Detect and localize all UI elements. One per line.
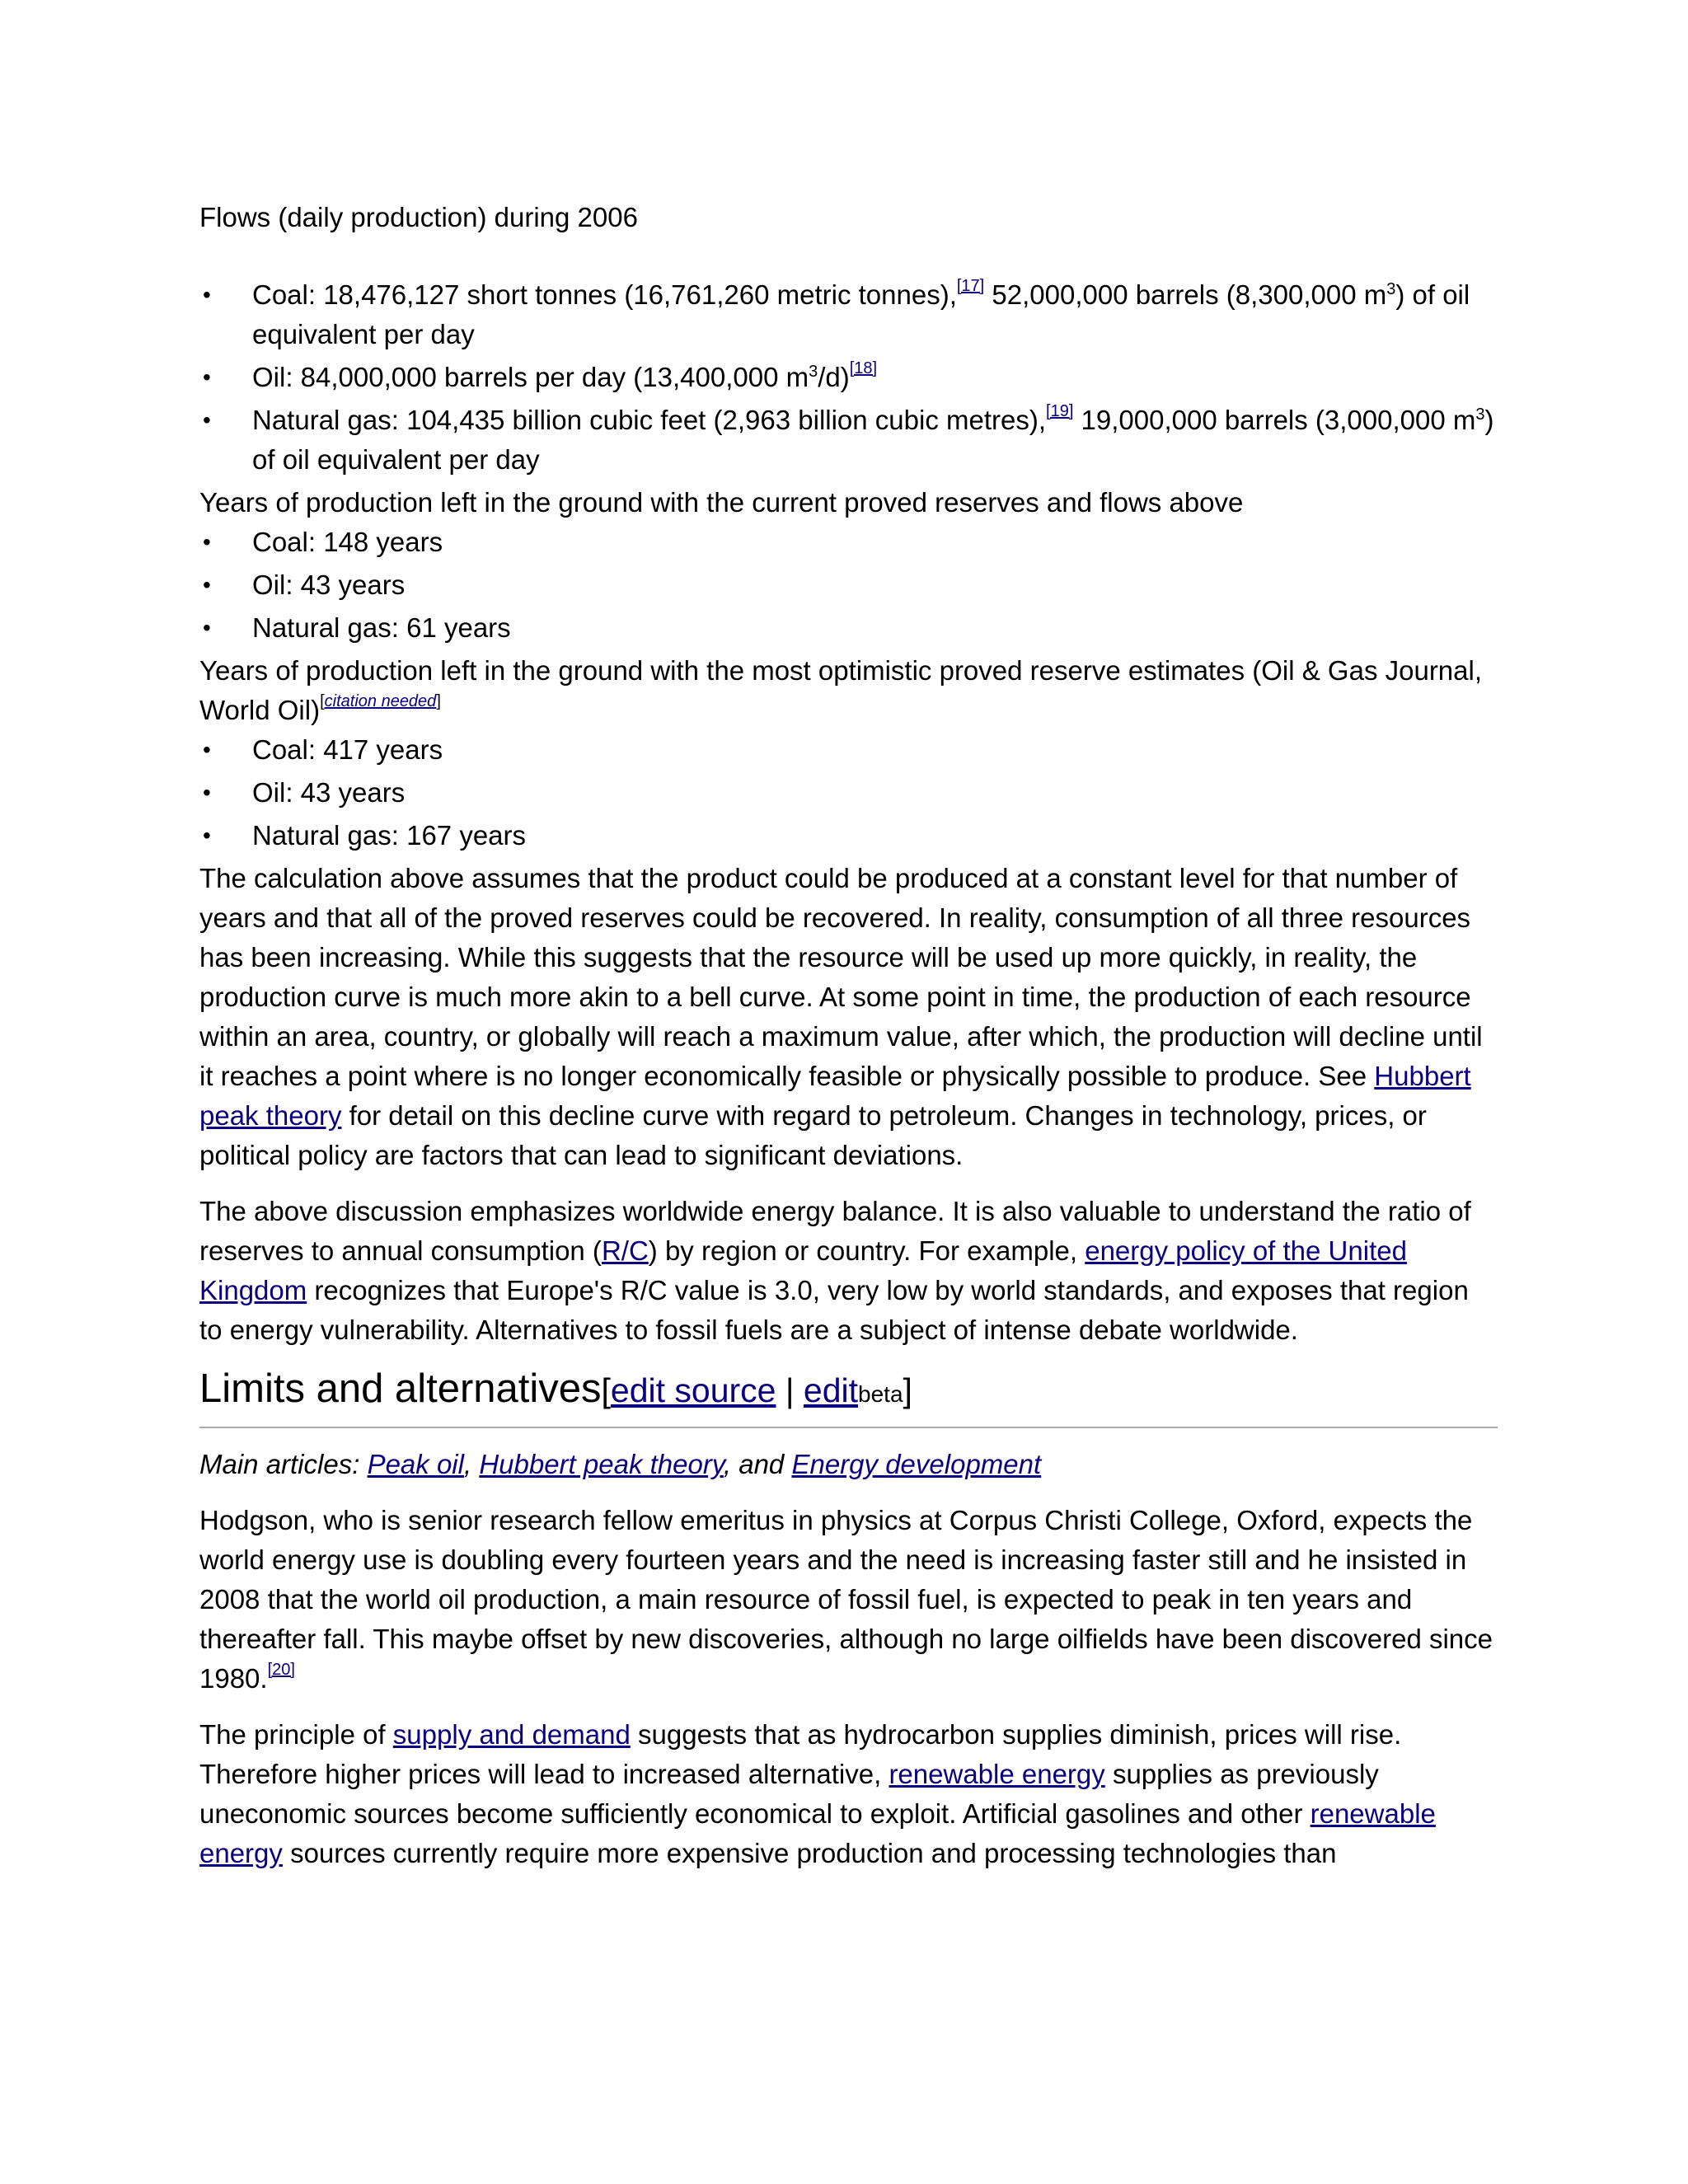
peak-oil-link[interactable]: Peak oil <box>367 1449 464 1479</box>
reference-link-17[interactable]: [17] <box>956 277 985 295</box>
flows-list <box>199 275 1498 480</box>
beta-label: beta <box>858 1381 903 1407</box>
section-edit-links: [edit source | editbeta] <box>601 1371 912 1409</box>
energy-policy-uk-link[interactable]: energy policy of the United Kingdom <box>199 1235 1407 1305</box>
list-item: • Natural gas: 167 years <box>199 816 1498 855</box>
reference-link-19[interactable]: [19] <box>1046 402 1074 420</box>
calculation-paragraph: The calculation above assumes that the product could be produced at a constant level for that number of years and that all of the proved reserves could be recovered. In reality, consumption of all three resources has been increasing. While this suggests that the resource will be used up more quickly, in reality, the production curve is much more akin to a bell curve. At some point in time, the production of each resource within an area, country, or globally will reach a maximum value, after which, the production will decline until it reaches a point where is no longer economically feasible or physically possible to produce. See Hubbert peak theory for detail on this decline curve with regard to petroleum. Changes in technology, prices, or political policy are factors that can lead to significant deviations. <box>199 863 1483 1170</box>
energy-development-link[interactable]: Energy development <box>791 1449 1042 1479</box>
list-item: • Oil: 43 years <box>199 773 1498 813</box>
renewable-energy-link[interactable]: renewable energy <box>199 1798 1436 1868</box>
citation-needed: [citation needed] <box>320 692 441 710</box>
bullet-icon: • <box>203 282 211 307</box>
list-item: • Natural gas: 104,435 billion cubic feet (2,963 billion cubic metres),[19] 19,000,000 barrels (3,000,000 $m^3$) of oil equivalent per day <box>203 402 1494 475</box>
flows-intro: Flows (daily production) during 2006 <box>199 202 638 232</box>
bullet-icon: • <box>203 572 211 598</box>
energy-balance-paragraph: The above discussion emphasizes worldwide energy balance. It is also valuable to understand the ratio of reserves to annual consumption (R/C) by region or country. For example, energy policy of the United Kingdom recognizes that Europe's R/C value is 3.0, very low by world standards, and exposes that region to energy vulnerability. Alternatives to fossil fuels are a subject of intense debate worldwide. <box>199 1196 1471 1345</box>
list-item: • Oil: 43 years <box>199 565 1498 605</box>
article-page <box>199 198 1498 1890</box>
list-item: • Coal: 417 years <box>199 730 1498 770</box>
years-current-list <box>199 523 1498 648</box>
years-optimistic-intro: Years of production left in the ground with the most optimistic proved reserve estimates (Oil & Gas Journal, World Oil)[citation needed] <box>199 655 1483 725</box>
rc-link[interactable]: R/C <box>601 1235 649 1266</box>
reference-link-18[interactable]: [18] <box>849 359 878 377</box>
hodgson-paragraph: Hodgson, who is senior research fellow emeritus in physics at Corpus Christi College, Oxford, expects the world energy use is doubling every fourteen years and the need is increasing faster still and he insisted in 2008 that the world oil production, a main resource of fossil fuel, is expected to peak in ten years and thereafter fall. This maybe offset by new discoveries, although no large oilfields have been discovered since 1980.[20] <box>199 1505 1493 1694</box>
main-articles-hatnote: Main articles: Peak oil, Hubbert peak theory, and Energy development <box>199 1449 1042 1479</box>
bullet-icon: • <box>203 615 211 640</box>
hubbert-peak-theory-link[interactable]: Hubbert peak theory <box>479 1449 724 1479</box>
years-optimistic-list <box>199 730 1498 855</box>
supply-and-demand-link[interactable]: supply and demand <box>392 1719 631 1750</box>
bullet-icon: • <box>203 364 211 390</box>
years-current-intro: Years of production left in the ground with the current proved reserves and flows above <box>199 487 1244 518</box>
bullet-icon: • <box>203 737 211 762</box>
hubbert-peak-theory-link[interactable]: Hubbert peak theory <box>199 1061 1471 1131</box>
renewable-energy-link[interactable]: renewable energy <box>889 1759 1105 1789</box>
edit-link[interactable]: edit <box>803 1371 859 1409</box>
reference-link-20[interactable]: [20] <box>267 1661 295 1679</box>
section-title: Limits and alternatives <box>199 1366 602 1411</box>
citation-needed-link[interactable]: citation needed <box>324 692 437 710</box>
supply-demand-paragraph: The principle of supply and demand suggests that as hydrocarbon supplies diminish, prices will rise. Therefore higher prices will lead to increased alternative, renewable energy supplies as previously uneconomic sources become sufficiently economical to exploit. Artificial gasolines and other renewable energy sources currently require more expensive production and processing technologies than <box>199 1719 1436 1868</box>
edit-source-link[interactable]: edit source <box>610 1371 776 1409</box>
list-item: • Oil: 84,000,000 barrels per day (13,400,000 $m^3/d)[18]$ <box>199 358 1498 397</box>
list-item: • Coal: 148 years <box>199 523 1498 562</box>
bullet-icon: • <box>203 823 211 848</box>
bullet-icon: • <box>203 780 211 805</box>
list-item: • Natural gas: 61 years <box>199 608 1498 648</box>
bullet-icon: • <box>203 529 211 555</box>
section-heading <box>199 1363 1498 1428</box>
bullet-icon: • <box>203 407 211 433</box>
list-item: • Coal: 18,476,127 short tonnes (16,761,260 metric tonnes),[17] 52,000,000 barrels (8,300,000 $m^3$) of oil equivalent per day <box>203 277 1470 349</box>
